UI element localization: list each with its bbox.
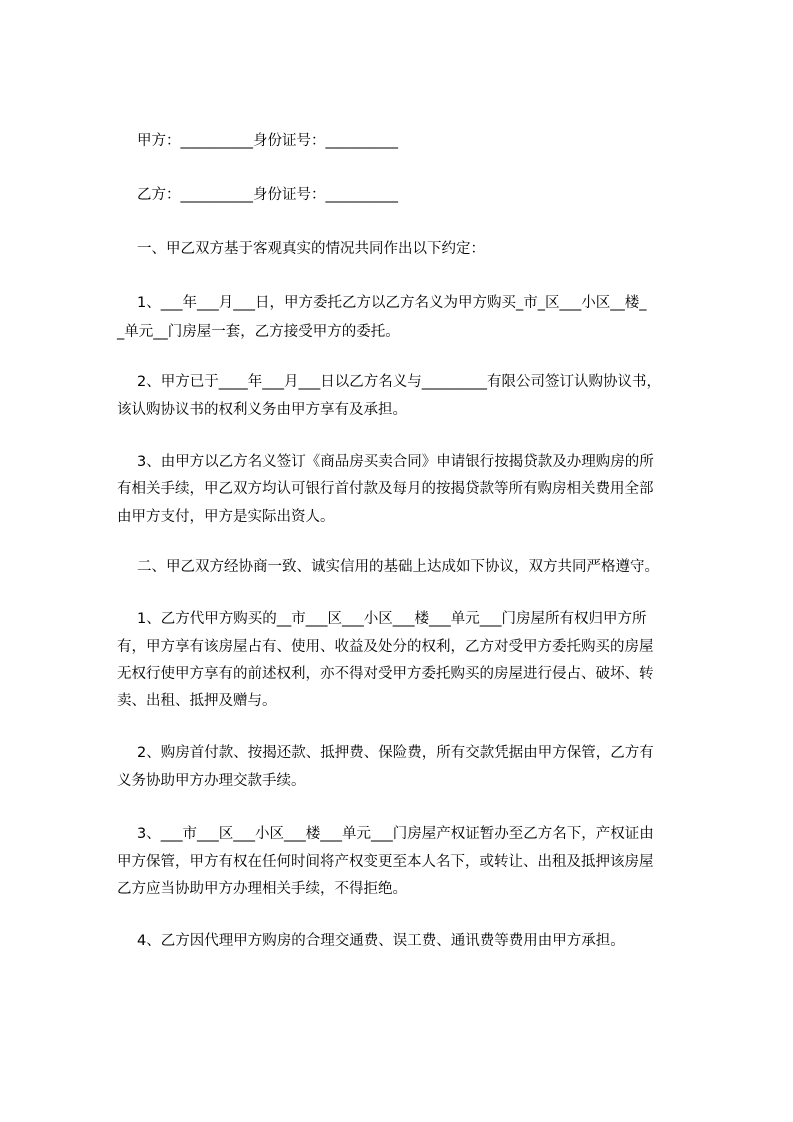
clause-1-2-line-2: 该认购协议书的权利义务由甲方享有及承担。 [117, 402, 407, 418]
clause-2-2-line-1: 2、购房首付款、按揭还款、抵押费、保险费，所有交款凭据由甲方保管，乙方有 [137, 745, 654, 761]
clause-1-2-line-1: 2、甲方已于____年___月___日以乙方名义与_________有限公司签订认购协议书， [137, 374, 661, 390]
clause-2-1-line-4: 卖、出租、抵押及赠与。 [117, 693, 277, 709]
clause-2-3-line-2: 甲方保管，甲方有权在任何时间将产权变更至本人名下，或转让、出租及抵押该房屋 [117, 854, 654, 870]
clause-1-1-line-1: 1、___年___月___日，甲方委托乙方以乙方名义为甲方购买_市_区___小区__楼_ [137, 295, 647, 311]
clause-2-4-line-1: 4、乙方因代理甲方购房的合理交通费、误工费、通讯费等费用由甲方承担。 [137, 933, 625, 949]
clause-1-3-line-2: 有相关手续，甲乙双方均认可银行首付款及每月的按揭贷款等所有购房相关费用全部 [117, 481, 654, 497]
clause-1-3-line-3: 由甲方支付，甲方是实际出资人。 [117, 509, 335, 525]
clause-2-3-line-3: 乙方应当协助甲方办理相关手续，不得拒绝。 [117, 881, 407, 897]
clause-2-1-line-1: 1、乙方代甲方购买的__市___区___小区___楼___单元___门房屋所有权归甲方所 [137, 611, 647, 627]
section-2-heading: 二、甲乙双方经协商一致、诚实信用的基础上达成如下协议，双方共同严格遵守。 [137, 559, 659, 575]
clause-2-1-line-2: 有，甲方享有该房屋占有、使用、收益及处分的权利，乙方对受甲方委托购买的房屋 [117, 639, 654, 655]
clause-2-1-line-3: 无权行使甲方享有的前述权利，亦不得对受甲方委托购买的房屋进行侵占、破坏、转 [117, 666, 654, 682]
clause-2-3-line-1: 3、___市___区___小区___楼___单元___门房屋产权证暂办至乙方名下，产权证由 [137, 826, 654, 842]
section-1-heading: 一、甲乙双方基于客观真实的情况共同作出以下约定： [137, 241, 485, 257]
clause-1-3-line-1: 3、由甲方以乙方名义签订《商品房买卖合同》申请银行按揭贷款及办理购房的所 [137, 454, 654, 470]
clause-1-1-line-2: _单元__门房屋一套，乙方接受甲方的委托。 [117, 324, 400, 340]
clause-2-2-line-2: 义务协助甲方办理交款手续。 [117, 773, 306, 789]
party-a-line: 甲方：__________身份证号：__________ [137, 133, 398, 149]
party-b-line: 乙方：__________身份证号：__________ [137, 187, 398, 203]
